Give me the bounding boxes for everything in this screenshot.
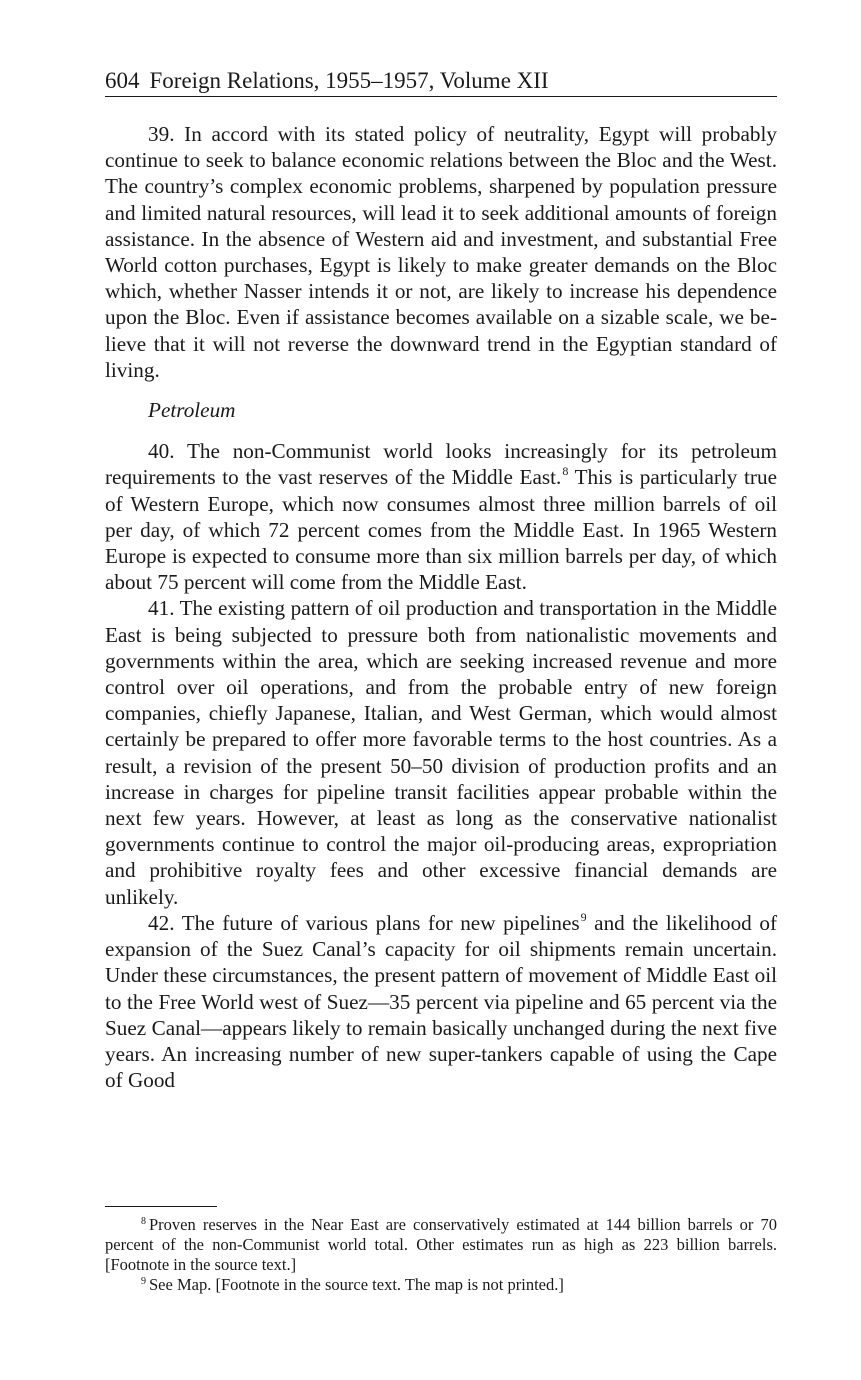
paragraph-42-text-b: and the likelihood of expansion of the Suez Canal’s capacity for oil shipments remain uncertain. Under these circumstances, the present pattern of movement of Middle East oil to the Free World west of Suez—35 percent via pipeline and 65 percent via the Suez Canal—appears likely to remain basically unchanged during the next five years. An increasing number of new super-tankers capable of using the Cape of Good xyxy=(105,910,777,1093)
paragraph-40 xyxy=(105,438,777,595)
paragraph-39: 39. In accord with its stated policy of neutrality, Egypt will probably continue to seek to balance economic relations between the Bloc and the West. The country’s complex economic problems, sharpened by population pressure and limited natural resources, will lead it to seek additional amounts of foreign assistance. In the absence of Western aid and investment, and substantial Free World cotton purchases, Egypt is likely to make greater demands on the Bloc which, whether Nasser intends it or not, are likely to increase his dependence upon the Bloc. Even if assistance becomes available on a sizable scale, we believe that it will not reverse the downward trend in the Egyptian standard of living. xyxy=(105,122,777,382)
paragraph-40-text-b: This is particularly true of Western Europe, which now consumes almost three million barrels of oil per day, of which 72 percent comes from the Middle East. In 1965 Western Europe is expected to consume more than six million barrels per day, of which about 75 percent will come from the Middle East. xyxy=(105,465,777,595)
footnote-9 xyxy=(105,1275,777,1295)
running-head xyxy=(105,66,777,97)
main-text xyxy=(105,121,777,1093)
footnotes xyxy=(105,1215,777,1295)
running-head-title: Foreign Relations, 1955–1957, Volume XII xyxy=(149,68,549,93)
paragraph-42-text-a: 42. The future of various plans for new pipelines xyxy=(148,910,580,935)
footnote-marker-9: 9 xyxy=(141,1276,146,1287)
page-number: 604 xyxy=(105,68,140,93)
footnote-ref-8[interactable]: 8 xyxy=(562,464,569,479)
paragraph-40-text-a: 40. The non-Communist world looks increasingly for its petroleum requirements to the vast reserves of the Middle East. xyxy=(105,439,777,490)
footnote-8 xyxy=(105,1215,777,1275)
footnote-9-text: See Map. [Footnote in the source text. The map is not printed.] xyxy=(149,1275,564,1294)
footnote-marker-8: 8 xyxy=(141,1216,146,1227)
footnote-divider xyxy=(105,1206,217,1207)
paragraph-41: 41. The existing pattern of oil production and transportation in the Middle East is being subjected to pressure both from nationalistic movements and governments within the area, which are seeking increased revenue and more control over oil operations, and from the probable entry of new foreign companies, chiefly Japanese, Italian, and West German, which would almost certainly be prepared to offer more favorable terms to the host countries. As a result, a revision of the present 50–50 division of production profits and an increase in charges for pipeline transit facilities appear probable within the next few years. However, at least as long as the conservative nationalist governments continue to control the major oil-producing areas, expropriation and prohibitive royalty fees and other excessive financial demands are unlikely. xyxy=(105,596,777,909)
footnote-8-text: Proven reserves in the Near East are conservatively estimated at 144 billion barrels or 70 percent of the non-Communist world total. Other estimates run as high as 223 billion barrels. [Footnote in the source text.] xyxy=(105,1215,777,1274)
footnote-ref-9[interactable]: 9 xyxy=(580,909,587,924)
paragraph-42 xyxy=(105,910,777,1093)
page-body xyxy=(105,66,777,1093)
section-heading-petroleum: Petroleum xyxy=(148,398,236,423)
